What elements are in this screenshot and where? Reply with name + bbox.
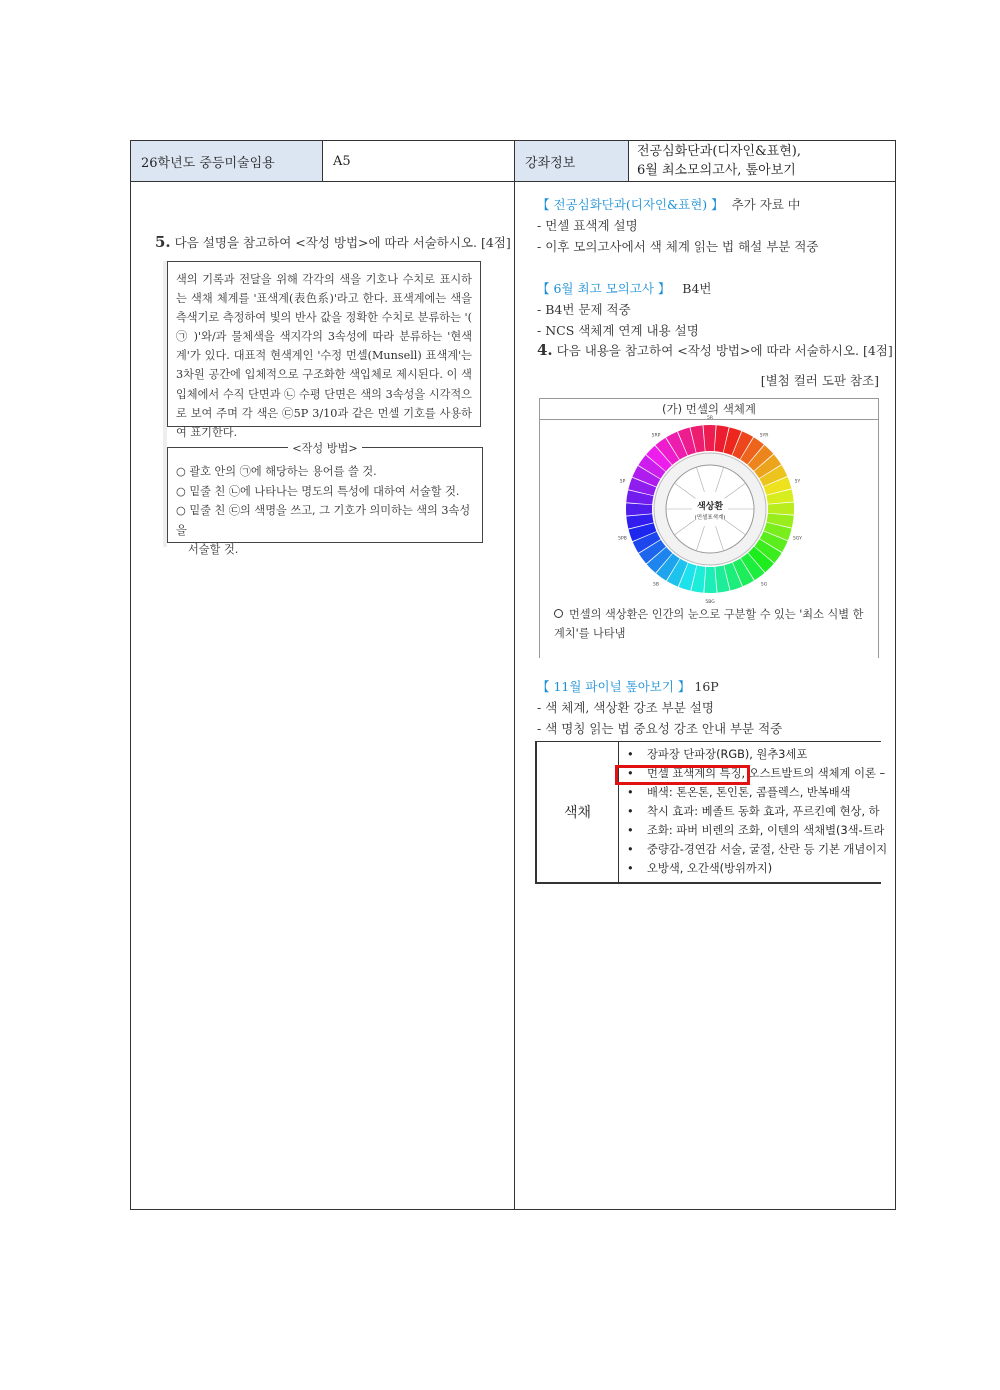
method-item: ○ 밑줄 친 ㉡에 나타나는 명도의 특성에 대하여 서술할 것. <box>176 484 460 498</box>
table-item: • 장파장 단파장(RGB), 원추3세포 <box>623 745 881 764</box>
section-2-item: - NCS 색체계 연계 내용 설명 <box>537 323 699 338</box>
passage-box: 색의 기록과 전달을 위해 각각의 색을 기호나 수치로 표시하는 색채 체계를 '표색계(表色系)'라고 한다. 표색계에는 색을 측색기로 측정하여 빛의 반사 값을 정확한 수치로 분류하는 '( ㉠ )'와/과 물체색을 색지각의 3속성에 따라 분류하는 '현색계'가 있다. 대표적 현색계인 '수정 먼셀(Munsell) 표색계'는 3차원 공간에 입체적으로 구조화한 색입체로 제시된다. 이 색입체에서 수직 단면과 ㉡ 수평 단면은 색의 3속성을 시각적으로 보여 주며 각 색은 ㉢5P 3/10과 같은 먼셀 기호를 사용하여 표기한다. <box>167 261 481 427</box>
hue-label: 5Y <box>794 479 801 485</box>
hue-label: 5R <box>707 416 713 421</box>
table-item: • 배색: 톤온톤, 톤인톤, 콤플렉스, 반복배색 <box>623 783 881 802</box>
question-4-prompt <box>537 341 893 359</box>
hue-segment <box>704 567 716 593</box>
method-item: 서술할 것. <box>188 543 239 556</box>
divider <box>628 141 629 181</box>
question-5-prompt <box>155 233 511 251</box>
section-3-tail: 16P <box>694 679 719 694</box>
code-label: A5 <box>333 153 351 169</box>
hue-label: 5B <box>652 582 659 588</box>
left-column <box>131 181 514 1209</box>
section-1-item: - 먼셀 표색계 설명 <box>537 218 638 233</box>
hue-label: 5BG <box>705 600 715 605</box>
question-text: 다음 설명을 참고하여 <작성 방법>에 따라 서술하시오. [4점] <box>174 235 511 250</box>
table-item: • 착시 효과: 베졸트 동화 효과, 푸르킨예 현상, 하 <box>623 802 881 821</box>
section-3-bracket: 【 11월 파이널 톺아보기 】 <box>537 679 691 694</box>
hue-label: 5PB <box>618 536 627 542</box>
info-line-1: 전공심화단과(디자인&표현), <box>637 144 801 159</box>
hue-label: 5GY <box>793 536 802 542</box>
hue-label: 5P <box>619 479 626 485</box>
section-3-title <box>537 677 719 695</box>
question-number: 4. <box>537 341 553 359</box>
reference-note: [별첨 컬러 도판 참조] <box>760 373 879 388</box>
method-item: ○ 괄호 안의 ㉠에 해당하는 용어를 쓸 것. <box>176 465 377 478</box>
table-item: • 조화: 파버 비렌의 조화, 이텐의 색채별(3색-트라 <box>623 821 881 840</box>
hue-label: 5YR <box>759 433 769 439</box>
section-1-bracket: 【 전공심화단과(디자인&표현) 】 <box>537 197 724 212</box>
wheel-center-sublabel: (먼셀표색계) <box>694 515 726 521</box>
section-2-item: - B4번 문제 적중 <box>537 302 631 317</box>
info-label: 강좌정보 <box>515 141 628 181</box>
method-item: ○ 밑줄 친 ㉢의 색명을 쓰고, 그 기호가 의미하는 색의 3속성을 <box>176 504 471 537</box>
highlight-box <box>615 765 750 785</box>
section-1-item: - 이후 모의고사에서 색 체계 읽는 법 해설 부분 적중 <box>537 239 819 254</box>
figure-caption <box>554 605 870 643</box>
hue-segment <box>626 503 652 515</box>
year-label: 26학년도 중등미술임용 <box>131 141 322 181</box>
munsell-color-wheel <box>540 416 880 605</box>
bullet-circle-icon <box>554 609 563 618</box>
section-1-tail: 추가 자료 中 <box>731 197 801 212</box>
section-1-title <box>537 195 800 213</box>
right-column <box>515 181 895 1209</box>
figure-box <box>539 398 879 658</box>
section-2-title <box>537 279 712 297</box>
table-item: • 먼셀 표색계의 특징, 오스트발트의 색체계 이론 – <box>623 764 881 783</box>
info-line-2: 6월 최소모의고사, 톺아보기 <box>637 163 796 178</box>
hue-label: 5RP <box>651 433 661 439</box>
method-title: <작성 방법> <box>288 442 362 455</box>
figure-title: (가) 먼셀의 색체계 <box>540 399 878 420</box>
caption-text: 먼셀의 색상환은 인간의 눈으로 구분할 수 있는 '최소 식별 한계치'를 나타냄 <box>554 608 864 640</box>
question-number: 5. <box>155 233 171 251</box>
table-category: 색채 <box>535 741 619 883</box>
section-3-item: - 색 체계, 색상환 강조 부분 설명 <box>537 700 714 715</box>
table-bottom-border <box>535 882 881 884</box>
hue-segment <box>768 502 794 514</box>
curriculum-table <box>535 741 888 883</box>
header-row <box>131 141 895 182</box>
divider <box>322 141 323 181</box>
document-frame <box>130 140 896 1210</box>
info-value <box>629 141 895 181</box>
hue-label: 5G <box>760 582 768 588</box>
section-2-bracket: 【 6월 최고 모의고사 】 <box>537 281 671 296</box>
table-item: • 오방색, 오간색(방위까지) <box>623 859 881 878</box>
section-2-tail: B4번 <box>682 281 712 296</box>
hue-segment <box>703 425 715 451</box>
wheel-center-label: 색상환 <box>696 502 724 512</box>
table-item: • 중량감-경연감 서술, 굴절, 산란 등 기본 개념이지 <box>623 840 881 859</box>
section-3-item: - 색 명칭 읽는 법 중요성 강조 안내 부분 적중 <box>537 721 783 736</box>
question-text: 다음 내용을 참고하여 <작성 방법>에 따라 서술하시오. [4점] <box>556 343 893 358</box>
method-box <box>167 442 483 556</box>
